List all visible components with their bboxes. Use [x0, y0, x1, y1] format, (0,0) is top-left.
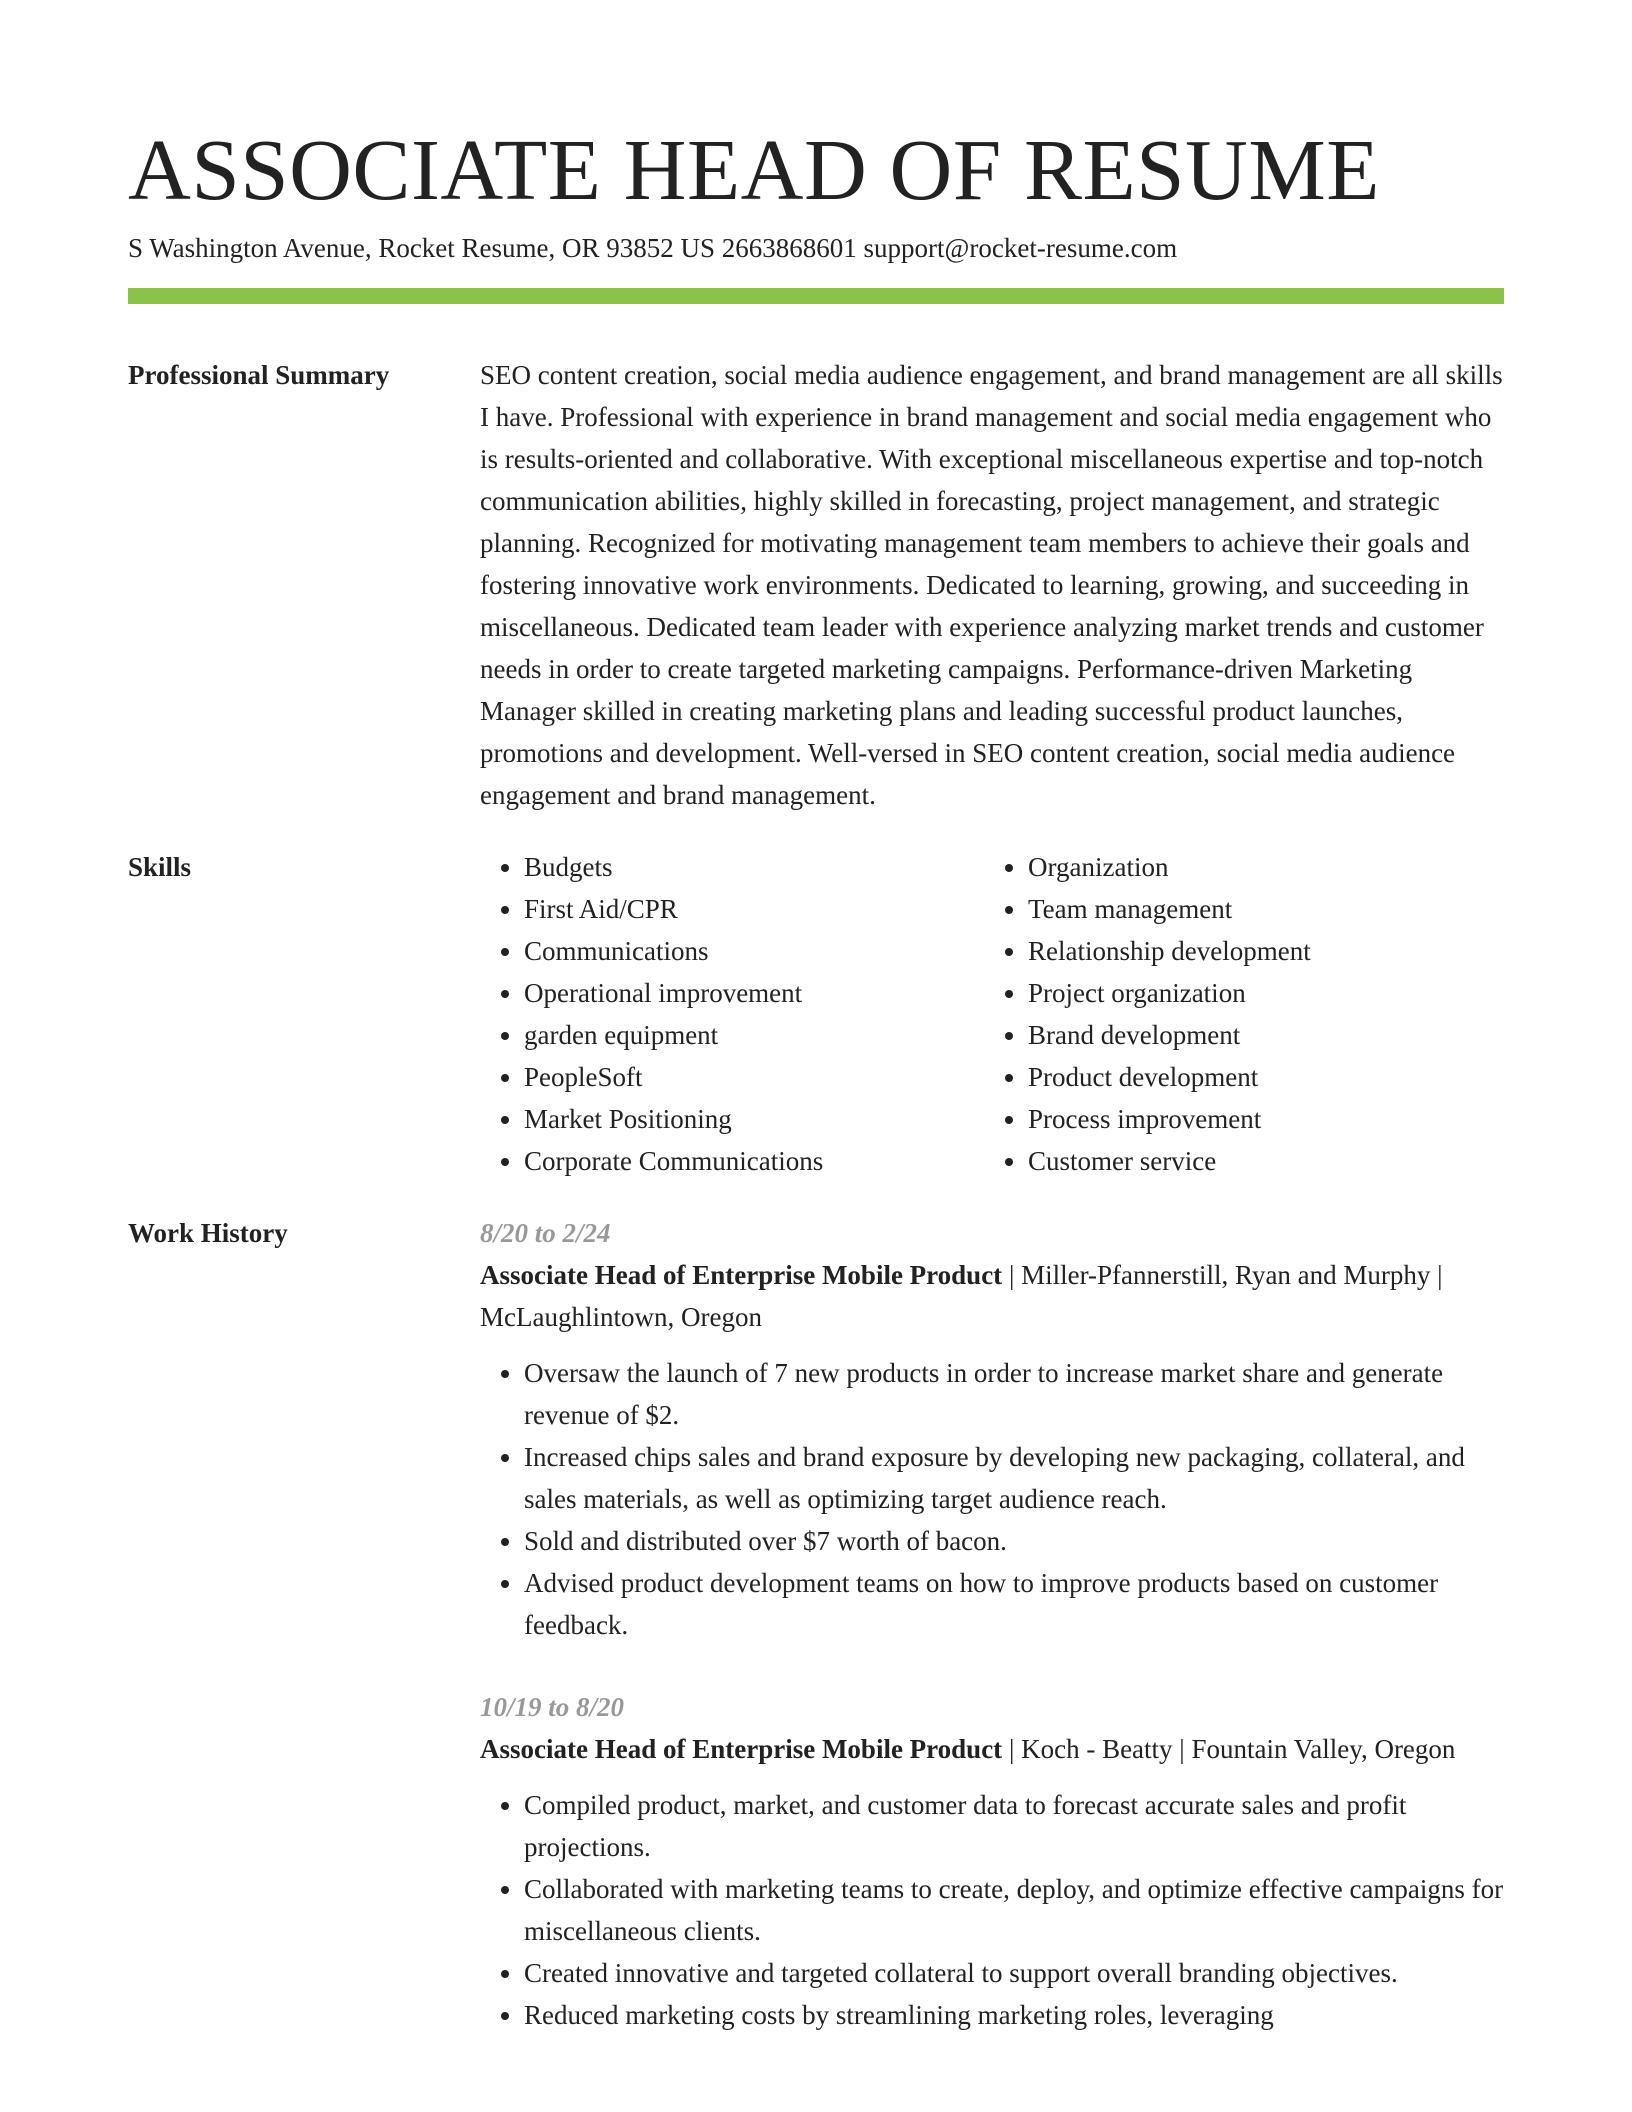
work-history-label: Work History	[128, 1218, 288, 1248]
job-bullet: • Increased chips sales and brand exposure by developing new packaging, collateral, and sales materials, as well as optimizing target audience reach.	[524, 1436, 1504, 1520]
job-details: | Koch - Beatty | Fountain Valley, Oregon	[1002, 1734, 1456, 1764]
job-heading	[480, 1254, 1504, 1338]
job-bullet: • Oversaw the launch of 7 new products in order to increase market share and generate revenue of $2.	[524, 1352, 1504, 1436]
skills-list-right	[984, 846, 1488, 1182]
summary-label: Professional Summary	[128, 360, 390, 390]
job-bullet: • Reduced marketing costs by streamlining marketing roles, leveraging	[524, 1994, 1504, 2036]
skill-item: • Project organization	[1028, 972, 1488, 1014]
skill-item: • Budgets	[524, 846, 984, 888]
job-dates: 10/19 to 8/20	[480, 1692, 625, 1722]
skill-item: • Team management	[1028, 888, 1488, 930]
job-bullets	[480, 1784, 1504, 2036]
skill-item: • Process improvement	[1028, 1098, 1488, 1140]
job-title: Associate Head of Enterprise Mobile Product	[480, 1260, 1003, 1290]
job-bullet: • Advised product development teams on how to improve products based on customer feedback.	[524, 1562, 1504, 1646]
job-bullet: • Created innovative and targeted collateral to support overall branding objectives.	[524, 1952, 1504, 1994]
job-dates: 8/20 to 2/24	[480, 1218, 611, 1248]
skills-label: Skills	[128, 852, 192, 882]
job-bullet: • Sold and distributed over $7 worth of bacon.	[524, 1520, 1504, 1562]
job-bullet: • Collaborated with marketing teams to create, deploy, and optimize effective campaigns for miscellaneous clients.	[524, 1868, 1504, 1952]
skill-item: • Market Positioning	[524, 1098, 984, 1140]
job-heading	[480, 1728, 1504, 1770]
skill-item: • Brand development	[1028, 1014, 1488, 1056]
skill-item: • Relationship development	[1028, 930, 1488, 972]
job-bullets	[480, 1352, 1504, 1646]
skill-item: • Communications	[524, 930, 984, 972]
skill-item: • Corporate Communications	[524, 1140, 984, 1182]
skill-item: • First Aid/CPR	[524, 888, 984, 930]
skill-item: • PeopleSoft	[524, 1056, 984, 1098]
skill-item: • Customer service	[1028, 1140, 1488, 1182]
resume-page	[128, 120, 1504, 2076]
job-bullet: • Compiled product, market, and customer data to forecast accurate sales and profit projections.	[524, 1784, 1504, 1868]
summary-text: SEO content creation, social media audience engagement, and brand management are all skills I have. Professional with experience in brand management and social media engagement who is results-oriented and collaborative. With exceptional miscellaneous expertise and top-notch communication abilities, highly skilled in forecasting, project management, and strategic planning. Recognized for motivating management team members to achieve their goals and fostering innovative work environments. Dedicated to learning, growing, and succeeding in miscellaneous. Dedicated team leader with experience analyzing market trends and customer needs in order to create targeted marketing campaigns. Performance-driven Marketing Manager skilled in creating marketing plans and leading successful product launches, promotions and development. Well-versed in SEO content creation, social media audience engagement and brand management.	[480, 360, 1503, 810]
job-details: | Miller-Pfannerstill, Ryan and Murphy | McLaughlintown, Oregon	[480, 1260, 1443, 1332]
work-history-section	[128, 1212, 1504, 2076]
skill-item: • garden equipment	[524, 1014, 984, 1056]
skill-item: • Organization	[1028, 846, 1488, 888]
skills-section	[128, 846, 1504, 1182]
header-divider	[128, 288, 1504, 304]
skills-list-left	[480, 846, 984, 1182]
skill-item: • Product development	[1028, 1056, 1488, 1098]
summary-section	[128, 354, 1504, 816]
contact-line: S Washington Avenue, Rocket Resume, OR 93852 US 2663868601 support@rocket-resume.com	[128, 233, 1178, 263]
job-entry	[480, 1212, 1504, 1646]
skill-item: • Operational improvement	[524, 972, 984, 1014]
job-entry	[480, 1686, 1504, 2036]
job-title: Associate Head of Enterprise Mobile Product	[480, 1734, 1003, 1764]
resume-name: ASSOCIATE HEAD OF RESUME	[128, 121, 1380, 218]
